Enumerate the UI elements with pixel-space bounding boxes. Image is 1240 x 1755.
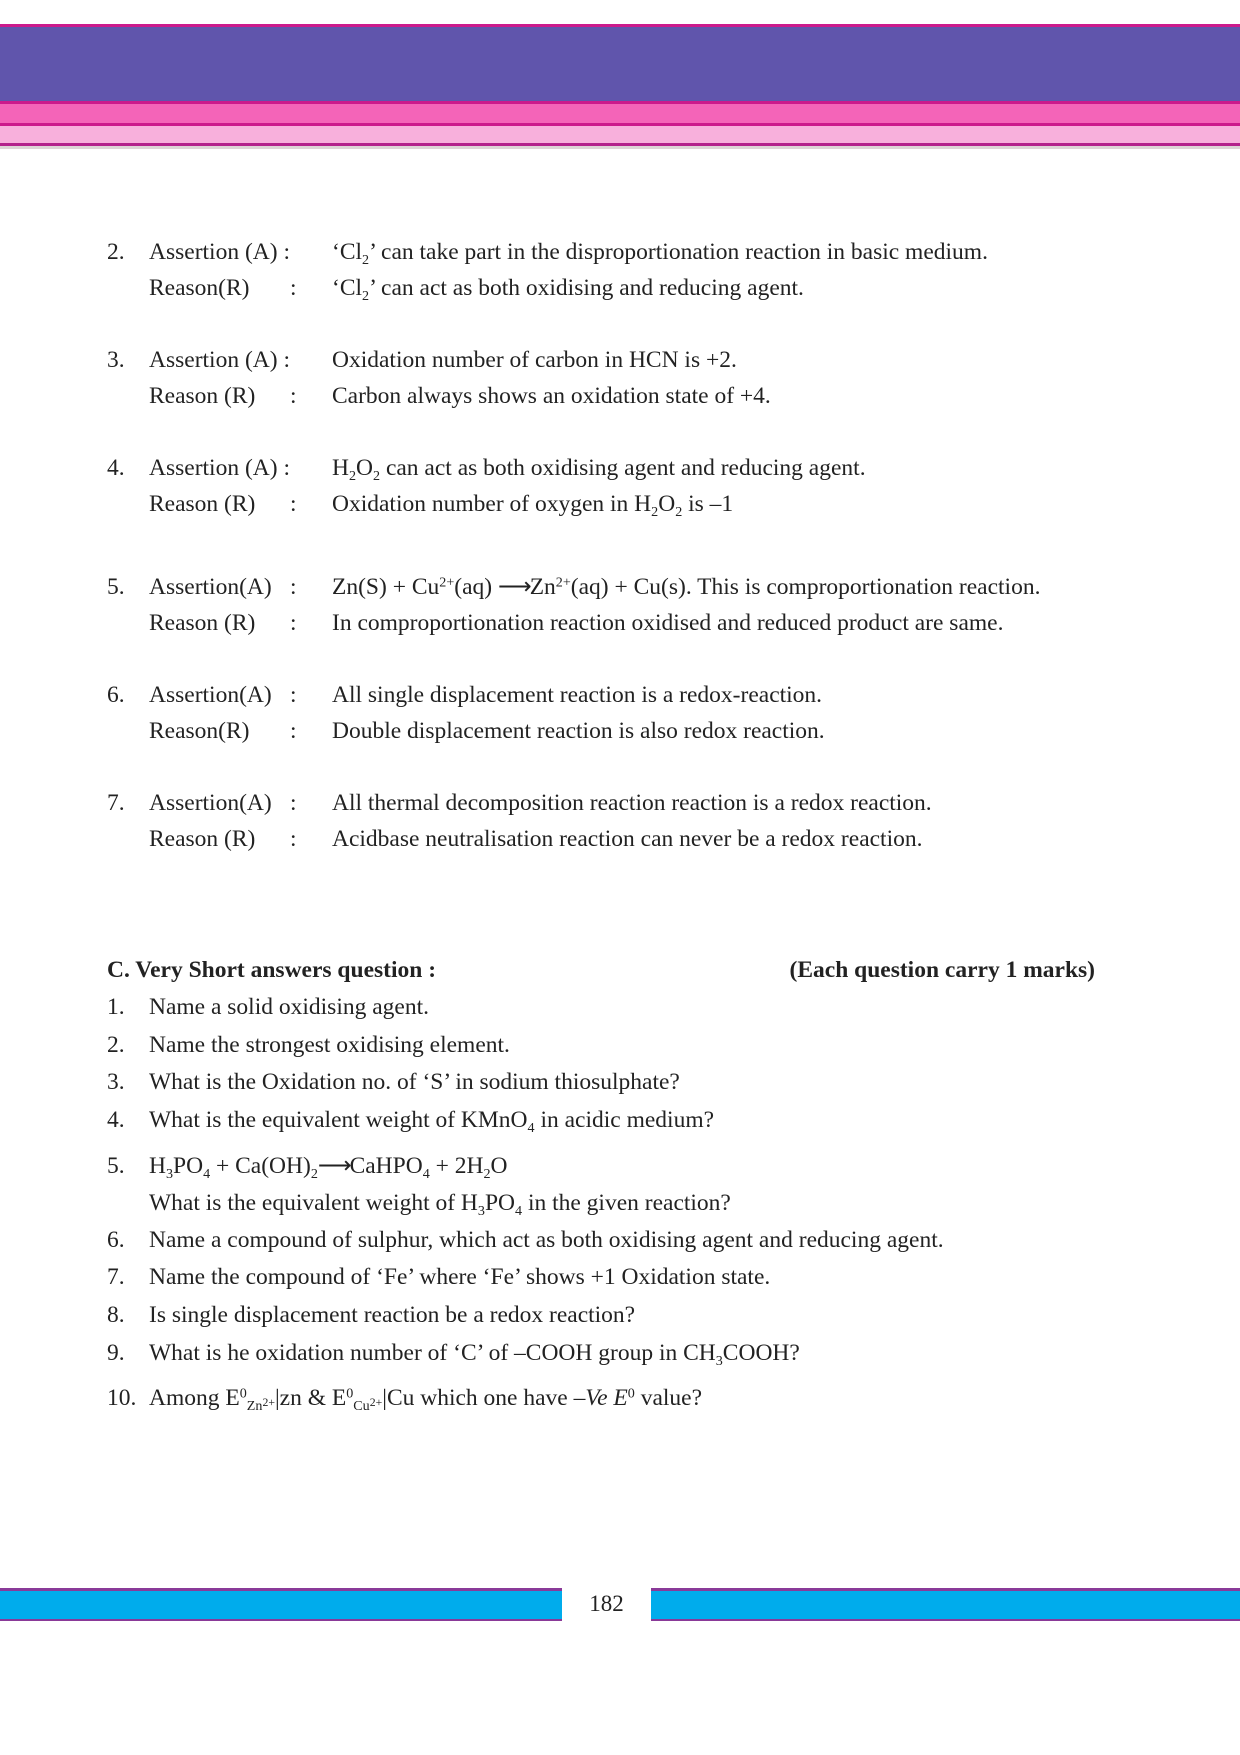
header-band-purple — [0, 24, 1240, 104]
item-number: 2. — [107, 239, 125, 265]
colon: : — [290, 790, 297, 816]
section-heading: C. Very Short answers question : — [107, 957, 437, 983]
reason-text: In comproportionation reaction oxidised and reduced product are same. — [332, 610, 1004, 636]
header-band-pink — [0, 104, 1240, 126]
marks-note: (Each question carry 1 marks) — [789, 957, 1095, 983]
question-text: What is the equivalent weight of KMnO$_4$ in acidic medium? — [149, 1107, 715, 1136]
header-band-light-pink — [0, 126, 1240, 146]
reason-label: Reason (R) — [149, 491, 256, 517]
assertion-label: Assertion (A) : — [149, 347, 290, 373]
question-text: Name a compound of sulphur, which act as both oxidising agent and reducing agent. — [149, 1227, 944, 1253]
question-number: 10. — [107, 1385, 137, 1411]
question-number: 5. — [107, 1153, 125, 1179]
footer-bar-left — [0, 1588, 562, 1621]
assertion-label: Assertion (A) : — [149, 239, 290, 265]
item-number: 6. — [107, 682, 125, 708]
colon: : — [290, 574, 297, 600]
item-number: 7. — [107, 790, 125, 816]
question-text: Among $E^0_{Zn}^{2+}|zn$ & $E^0_{Cu}^{2+}|Cu$ which one have –Ve $E^0$ value? — [149, 1385, 703, 1414]
assertion-text: ‘$Cl_2$’ can take part in the disproportionation reaction in basic medium. — [332, 239, 988, 268]
colon: : — [290, 718, 297, 744]
question-text: Name a solid oxidising agent. — [149, 994, 429, 1020]
question-number: 6. — [107, 1227, 125, 1253]
reason-label: Reason (R) — [149, 826, 256, 852]
reaction-arrow-icon: ⟶ — [497, 574, 530, 600]
question-number: 3. — [107, 1069, 125, 1095]
question-number: 1. — [107, 994, 125, 1020]
assertion-label: Assertion(A) — [149, 790, 272, 816]
reason-label: Reason (R) — [149, 610, 256, 636]
question-number: 9. — [107, 1340, 125, 1366]
question-text: Name the strongest oxidising element. — [149, 1032, 510, 1058]
reason-label: Reason (R) — [149, 383, 256, 409]
colon: : — [290, 682, 297, 708]
assertion-text: All thermal decomposition reaction reaction is a redox reaction. — [332, 790, 932, 816]
assertion-label: Assertion (A) : — [149, 455, 290, 481]
colon: : — [290, 491, 297, 517]
question-text: Is single displacement reaction be a redox reaction? — [149, 1302, 636, 1328]
reason-label: Reason(R) — [149, 275, 250, 301]
question-text: Name the compound of ‘Fe’ where ‘Fe’ shows +1 Oxidation state. — [149, 1264, 771, 1290]
page-number: 182 — [589, 1591, 624, 1616]
question-number: 4. — [107, 1107, 125, 1133]
colon: : — [290, 826, 297, 852]
item-number: 4. — [107, 455, 125, 481]
assertion-label: Assertion(A) — [149, 574, 272, 600]
assertion-text: All single displacement reaction is a redox-reaction. — [332, 682, 823, 708]
reason-text: Double displacement reaction is also redox reaction. — [332, 718, 825, 744]
question-text: What is he oxidation number of ‘C’ of –COOH group in $CH_3COOH$? — [149, 1340, 800, 1369]
colon: : — [290, 275, 297, 301]
footer-bar-right — [651, 1588, 1240, 1621]
question-number: 2. — [107, 1032, 125, 1058]
reaction-equation: $H_3PO_4$ + $Ca(OH)_2⟶CaHPO_4 + 2H_2O$ — [149, 1153, 508, 1182]
question-text: What is the equivalent weight of $H_3PO_4$ in the given reaction? — [149, 1190, 731, 1219]
reason-text: Carbon always shows an oxidation state of +4. — [332, 383, 771, 409]
item-number: 3. — [107, 347, 125, 373]
reason-text: Acidbase neutralisation reaction can never be a redox reaction. — [332, 826, 923, 852]
colon: : — [290, 383, 297, 409]
assertion-label: Assertion(A) — [149, 682, 272, 708]
reason-text: ‘$Cl_2$’ can act as both oxidising and reducing agent. — [332, 275, 804, 304]
question-number: 7. — [107, 1264, 125, 1290]
assertion-text: $Zn(S) + Cu^{2+}(aq)$ $⟶Zn^{2+}(aq) + Cu(s)$. This is comproportionation reaction. — [332, 574, 1041, 600]
assertion-text: $H_2O_2$ can act as both oxidising agent and reducing agent. — [332, 455, 866, 484]
reason-label: Reason(R) — [149, 718, 250, 744]
assertion-text: Oxidation number of carbon in HCN is +2. — [332, 347, 737, 373]
question-text: What is the Oxidation no. of ‘S’ in sodium thiosulphate? — [149, 1069, 680, 1095]
reaction-arrow-icon: ⟶ — [317, 1153, 350, 1179]
colon: : — [290, 610, 297, 636]
question-number: 8. — [107, 1302, 125, 1328]
reason-text: Oxidation number of oxygen in $H_2O_2$ is –1 — [332, 491, 734, 520]
item-number: 5. — [107, 574, 125, 600]
header-rule — [0, 146, 1240, 149]
